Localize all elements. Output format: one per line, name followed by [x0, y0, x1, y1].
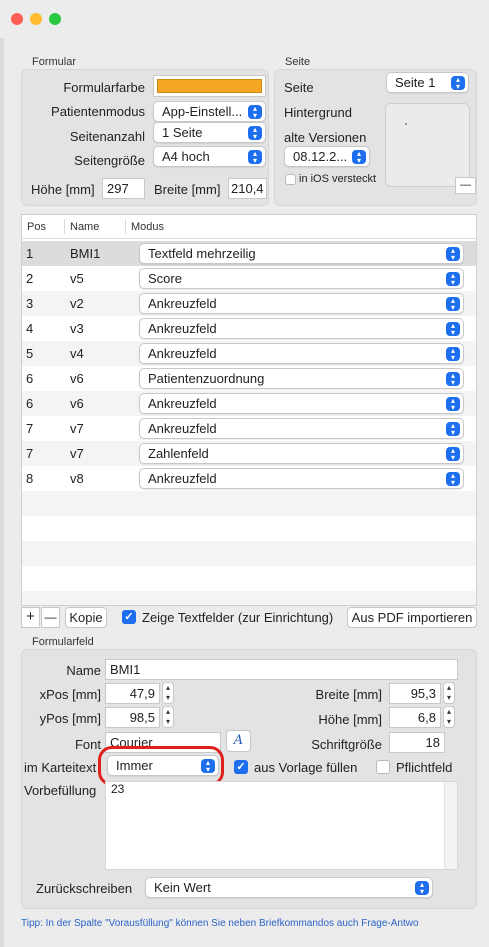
row-modus-select[interactable]: [139, 268, 464, 289]
popup-arrows-icon: ▴ ▾: [446, 272, 460, 286]
font-label: Font: [74, 737, 101, 752]
table-header: [22, 215, 476, 239]
vorbefuellung-scrollbar[interactable]: [444, 782, 457, 869]
breite-field[interactable]: 210,4: [228, 178, 267, 199]
hoehe-mm-label: Höhe [mm]: [318, 712, 382, 727]
image-placeholder-dot: [405, 123, 407, 125]
ios-versteckt-checkbox[interactable]: [285, 174, 296, 185]
ios-versteckt-label: in iOS versteckt: [299, 173, 377, 185]
table-row[interactable]: [22, 391, 476, 416]
row-modus-value: Textfeld mehrzeilig: [148, 246, 256, 261]
remove-row-button[interactable]: —: [41, 607, 60, 628]
aus-pdf-importieren-button[interactable]: Aus PDF importieren: [347, 607, 477, 628]
versionen-select[interactable]: [284, 146, 370, 167]
ypos-label: yPos [mm]: [39, 711, 101, 726]
popup-arrows-icon: ▴ ▾: [446, 372, 460, 386]
breite-label: Breite [mm]: [154, 182, 221, 197]
aus-vorlage-checkbox[interactable]: ✓: [234, 760, 248, 774]
zoom-window-button[interactable]: [49, 13, 61, 25]
popup-arrows-icon: ▴ ▾: [446, 322, 460, 336]
zeige-textfelder-label: Zeige Textfelder (zur Einrichtung): [142, 610, 334, 625]
table-row[interactable]: [22, 241, 476, 266]
vorbefuellung-label: Vorbefüllung: [24, 783, 97, 798]
aus-vorlage-label: aus Vorlage füllen: [254, 760, 358, 775]
row-modus-value: Ankreuzfeld: [148, 421, 217, 436]
popup-arrows-icon: ▴ ▾: [451, 76, 465, 90]
column-header-name[interactable]: Name: [70, 221, 100, 233]
breite-mm-stepper[interactable]: ▴ ▾: [443, 682, 455, 704]
breite-mm-label: Breite [mm]: [315, 687, 382, 702]
hintergrund-label: Hintergrund: [284, 105, 352, 120]
row-modus-value: Ankreuzfeld: [148, 346, 217, 361]
patientenmodus-select[interactable]: [153, 101, 266, 122]
row-modus-value: Ankreuzfeld: [148, 471, 217, 486]
hoehe-field[interactable]: 297: [102, 178, 145, 199]
popup-arrows-icon: ▴ ▾: [415, 881, 429, 895]
background-window-edge: [0, 38, 4, 947]
row-modus-select[interactable]: [139, 293, 464, 314]
row-pos: 1: [26, 246, 34, 261]
row-modus-select[interactable]: [139, 418, 464, 439]
row-name: v2: [70, 296, 84, 311]
formularfarbe-label: Formularfarbe: [63, 80, 145, 95]
zurueckschreiben-label: Zurückschreiben: [36, 881, 133, 896]
row-modus-value: Score: [148, 271, 182, 286]
seitenanzahl-label: Seitenanzahl: [69, 129, 145, 144]
karteitext-value: Immer: [116, 758, 153, 773]
table-row[interactable]: [22, 466, 476, 491]
table-row[interactable]: [22, 316, 476, 341]
font-field[interactable]: Courier: [105, 732, 221, 753]
kopie-button[interactable]: Kopie: [65, 607, 107, 628]
hoehe-mm-field[interactable]: 6,8: [389, 707, 441, 728]
hoehe-mm-stepper[interactable]: ▴ ▾: [443, 706, 455, 728]
highlight-annotation: [98, 746, 224, 786]
color-swatch: [157, 79, 262, 93]
table-row[interactable]: [22, 341, 476, 366]
column-header-modus[interactable]: Modus: [131, 221, 165, 233]
ypos-field[interactable]: 98,5: [105, 707, 160, 728]
seite-value: Seite 1: [395, 75, 436, 90]
row-name: v3: [70, 321, 84, 336]
ypos-stepper[interactable]: ▴ ▾: [162, 706, 174, 728]
zurueckschreiben-select[interactable]: [145, 877, 433, 898]
formularfeld-section-title: Formularfeld: [32, 636, 94, 648]
row-name: v8: [70, 471, 84, 486]
empty-table-row: [22, 591, 476, 606]
versionen-value: 08.12.2...: [293, 149, 348, 164]
table-row[interactable]: [22, 266, 476, 291]
xpos-label: xPos [mm]: [39, 687, 101, 702]
popup-arrows-icon: ▴ ▾: [248, 105, 262, 119]
row-modus-select[interactable]: [139, 393, 464, 414]
row-pos: 3: [26, 296, 34, 311]
row-name: v6: [70, 371, 84, 386]
xpos-stepper[interactable]: ▴ ▾: [162, 682, 174, 704]
seitengroesse-value: A4 hoch: [162, 149, 210, 164]
table-row[interactable]: [22, 291, 476, 316]
table-row[interactable]: [22, 416, 476, 441]
patientenmodus-label: Patientenmodus: [51, 104, 145, 119]
row-modus-value: Ankreuzfeld: [148, 396, 217, 411]
empty-table-row: [22, 491, 476, 516]
popup-arrows-icon: ▴ ▾: [446, 447, 460, 461]
popup-arrows-icon: ▴ ▾: [248, 126, 262, 140]
row-pos: 4: [26, 321, 34, 336]
formularfarbe-color-well[interactable]: [153, 75, 266, 97]
xpos-field[interactable]: 47,9: [105, 683, 160, 704]
row-modus-select[interactable]: [139, 318, 464, 339]
name-label: Name: [66, 663, 101, 678]
row-pos: 2: [26, 271, 34, 286]
popup-arrows-icon: ▴ ▾: [446, 247, 460, 261]
empty-table-row: [22, 566, 476, 591]
row-name: v7: [70, 446, 84, 461]
row-pos: 5: [26, 346, 34, 361]
row-modus-select[interactable]: [139, 443, 464, 464]
row-modus-select[interactable]: [139, 368, 464, 389]
seitengroesse-label: Seitengröße: [74, 153, 145, 168]
close-window-button[interactable]: [11, 13, 23, 25]
fields-table: [21, 214, 477, 606]
vorbefuellung-text: 23: [111, 782, 125, 796]
hintergrund-image-well[interactable]: [385, 103, 470, 187]
popup-arrows-icon: ▴ ▾: [446, 297, 460, 311]
schriftgroesse-label: Schriftgröße: [311, 737, 382, 752]
column-separator: [64, 219, 65, 234]
row-modus-select[interactable]: [139, 243, 464, 264]
popup-arrows-icon: ▴ ▾: [446, 472, 460, 486]
popup-arrows-icon: ▴ ▾: [248, 150, 262, 164]
zeige-textfelder-checkbox[interactable]: ✓: [122, 610, 136, 624]
column-separator: [125, 219, 126, 234]
seitengroesse-select[interactable]: [153, 146, 266, 167]
versionen-label: alte Versionen: [284, 130, 367, 145]
karteitext-label: im Karteitext: [24, 760, 97, 775]
add-row-button[interactable]: +: [21, 607, 40, 628]
empty-table-row: [22, 541, 476, 566]
zurueckschreiben-value: Kein Wert: [154, 880, 211, 895]
row-modus-value: Ankreuzfeld: [148, 321, 217, 336]
column-header-pos[interactable]: Pos: [27, 221, 46, 233]
row-pos: 6: [26, 396, 34, 411]
table-toolbar: [21, 607, 477, 629]
popup-arrows-icon: ▴ ▾: [446, 347, 460, 361]
seite-select[interactable]: [386, 72, 469, 93]
patientenmodus-value: App-Einstell...: [162, 104, 243, 119]
minimize-window-button[interactable]: [30, 13, 42, 25]
row-name: v5: [70, 271, 84, 286]
row-name: v6: [70, 396, 84, 411]
empty-table-row: [22, 516, 476, 541]
pflichtfeld-checkbox[interactable]: [376, 760, 390, 774]
row-name: BMI1: [70, 246, 101, 261]
row-modus-value: Patientenzuordnung: [148, 371, 265, 386]
row-modus-value: Zahlenfeld: [148, 446, 209, 461]
table-row[interactable]: [22, 441, 476, 466]
row-modus-select[interactable]: [139, 343, 464, 364]
row-modus-value: Ankreuzfeld: [148, 296, 217, 311]
popup-arrows-icon: ▴ ▾: [352, 150, 366, 164]
row-pos: 6: [26, 371, 34, 386]
row-name: v7: [70, 421, 84, 436]
row-name: v4: [70, 346, 84, 361]
title-bar: [0, 0, 489, 38]
formular-section-title: Formular: [32, 56, 77, 68]
tip-text: Tipp: In der Spalte "Vorausfüllung" können Sie neben Briefkommandos auch Frage-Antwo: [21, 918, 419, 929]
popup-arrows-icon: ▴ ▾: [446, 397, 460, 411]
font-picker-button[interactable]: A: [226, 730, 251, 752]
schriftgroesse-field[interactable]: 18: [389, 732, 445, 753]
table-row[interactable]: [22, 366, 476, 391]
row-pos: 7: [26, 446, 34, 461]
row-pos: 7: [26, 421, 34, 436]
seitenanzahl-select[interactable]: [153, 122, 266, 143]
row-modus-select[interactable]: [139, 468, 464, 489]
pflichtfeld-label: Pflichtfeld: [396, 760, 453, 775]
popup-arrows-icon: ▴ ▾: [201, 759, 215, 773]
hoehe-label: Höhe [mm]: [31, 182, 95, 197]
vorbefuellung-textarea[interactable]: [105, 781, 458, 870]
seite-section-title: Seite: [285, 56, 311, 68]
remove-background-button[interactable]: —: [455, 177, 476, 194]
name-field[interactable]: BMI1: [105, 659, 458, 680]
row-pos: 8: [26, 471, 34, 486]
breite-mm-field[interactable]: 95,3: [389, 683, 441, 704]
popup-arrows-icon: ▴ ▾: [446, 422, 460, 436]
seite-label: Seite: [284, 80, 314, 95]
seitenanzahl-value: 1 Seite: [162, 125, 203, 140]
